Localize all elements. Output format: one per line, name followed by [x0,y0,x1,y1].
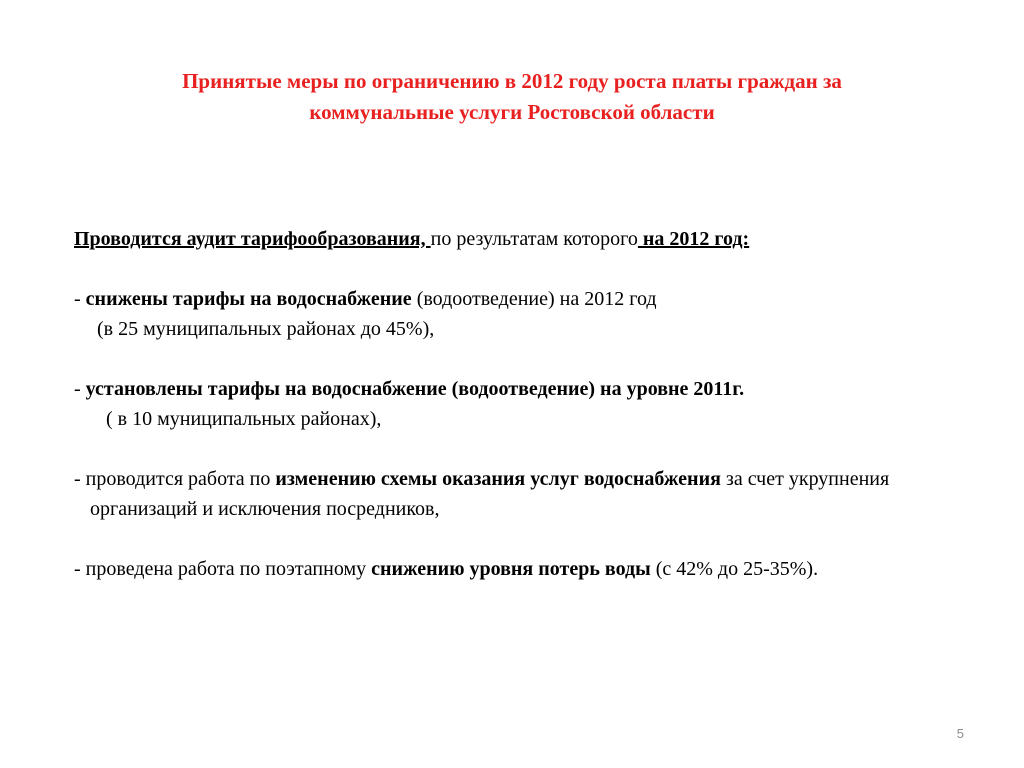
page-number: 5 [956,726,964,741]
intro-tail: на 2012 год: [637,228,750,250]
intro-middle: по результатам которого [430,228,638,250]
list-item-bold: снижены тарифы на водоснабжение [85,288,412,310]
list-item-tariffs-2011 [74,374,964,434]
list-item-tariffs-reduced [74,284,964,344]
list-item-rest: (с 42% до 25-35%). [650,558,819,580]
list-item-bold: изменению схемы оказания услуг водоснабжения [275,468,721,490]
list-item-rest: за счет укрупнения организаций и исключения посредников, [90,468,890,520]
list-item-rest: (водоотведение) на 2012 год [411,288,657,310]
slide-title-line-1: Принятые меры по ограничению в 2012 году роста платы граждан за [182,69,842,93]
intro-paragraph [74,224,964,254]
list-item-subline: ( в 10 муниципальных районах), [106,408,382,430]
list-item-prefix: - проводится работа по [74,468,276,490]
list-item-prefix: - [74,378,86,400]
slide-body [74,224,964,614]
intro-lead: Проводится аудит тарифообразования, [74,228,431,250]
list-item-prefix: - проведена работа по поэтапному [74,558,372,580]
list-item-bold: снижению уровня потерь воды [371,558,651,580]
list-item-water-losses [74,554,964,584]
list-item-scheme-change [74,464,964,524]
list-item-prefix: - [74,288,86,310]
slide-title [60,66,964,128]
list-item-subline: (в 25 муниципальных районах до 45%), [97,318,435,340]
slide-title-line-2: коммунальные услуги Ростовской области [309,100,715,124]
list-item-bold: установлены тарифы на водоснабжение (водоотведение) на уровне 2011г. [85,378,745,400]
